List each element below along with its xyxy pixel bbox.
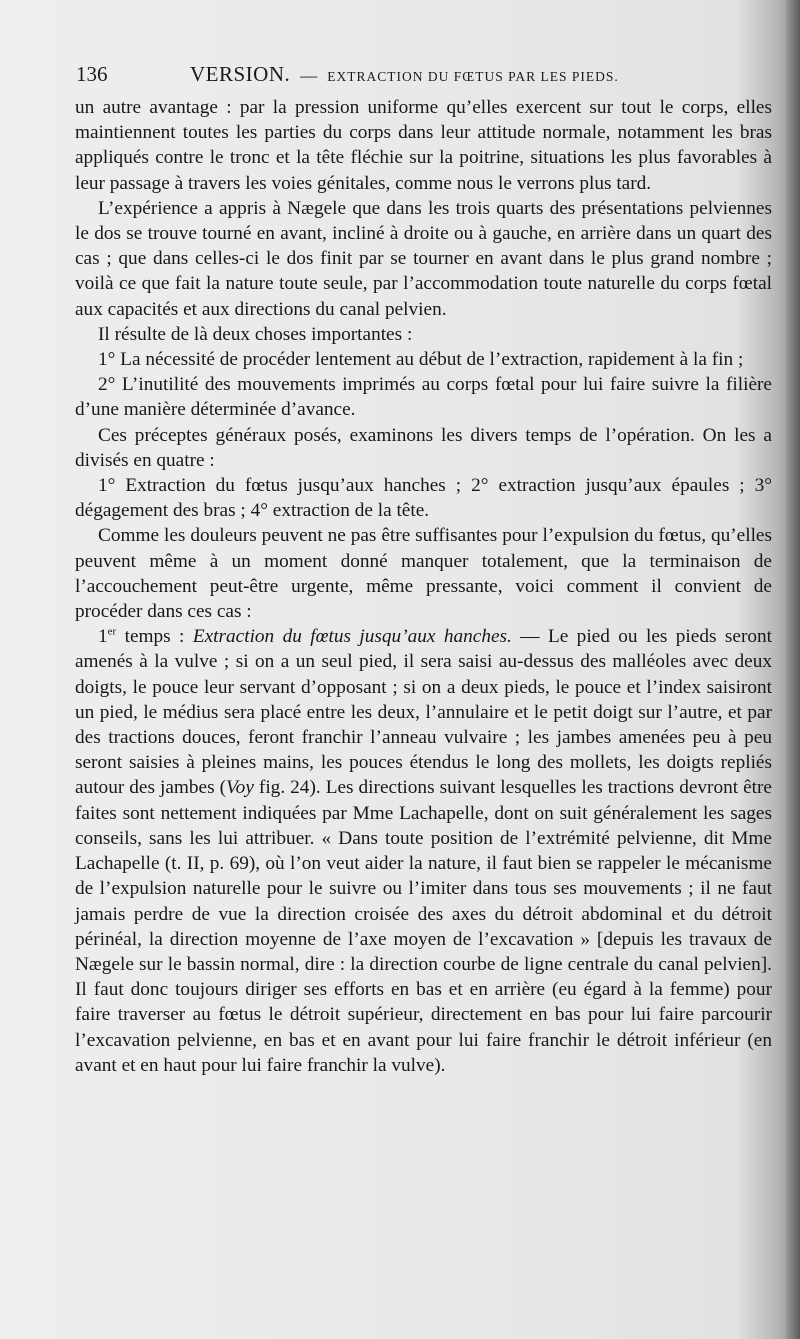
running-title — [190, 62, 619, 87]
step-lead: temps : — [116, 626, 193, 648]
body-text — [75, 95, 772, 1078]
paragraph-4: 1° La nécessité de procéder lentement au début de l’extraction, rapidement à la fin ; — [98, 349, 744, 371]
running-header — [72, 62, 772, 88]
paragraph-9-part-b: fig. 24). Les directions suivant lesquelles les tractions devront être faites sont nettement indiquées par Mme Lachapelle, dont on suit généralement les sages conseils, sans les lui attribuer. « Dans toute position de l’extrémité pelvienne, dit Mme Lachapelle (t. II, p. 69), où l’on veut aider la nature, il faut bien se rappeler le mécanisme de l’expulsion naturelle pour le suivre ou l’imiter dans tous ses mouvements ; il ne faut jamais perdre de vue la direction croisée des axes du détroit abdominal et du détroit périnéal, la direction moyenne de l’axe moyen de l’excavation » [depuis les travaux de Nægele sur le bassin normal, dire : la direction courbe de ligne centrale du canal pelvien]. Il faut donc toujours diriger ses efforts en bas et en arrière (eu égard à la femme) pour faire traverser au fœtus le détroit supérieur, directement en bas pour lui faire parcourir l’excavation pelvienne, en bas et en avant pour lui faire franchir le détroit inférieur (en avant et en haut pour lui faire franchir la vulve). — [75, 777, 772, 1076]
paragraph-2: L’expérience a appris à Nægele que dans les trois quarts des présentations pelviennes le dos se trouve tourné en avant, incliné à droite ou à gauche, en arrière dans un quart des cas ; que dans celles-ci le dos finit par se tourner en avant dans le plus grand nombre ; voilà ce que fait la nature toute seule, par l’accommodation toute naturelle du corps fœtal aux capacités et aux directions du canal pelvien. — [75, 197, 772, 320]
section-title: EXTRACTION DU FŒTUS PAR LES PIEDS. — [327, 69, 619, 84]
paragraph-3: Il résulte de là deux choses importantes : — [98, 323, 413, 345]
paragraph-7: 1° Extraction du fœtus jusqu’aux hanches ; 2° extraction jusqu’aux épaules ; 3° dégagement des bras ; 4° extraction de la tête. — [75, 475, 772, 522]
paragraph-9-part-a: — Le pied ou les pieds seront amenés à la vulve ; si on a un seul pied, il sera saisi au-dessus des malléoles avec deux doigts, le pouce leur servant d’opposant ; si on a deux pieds, le pouce et l’index saisiront un pied, le médius sera placé entre les deux, l’annulaire et le petit doigt sur l’autre, et par des tractions douces, feront franchir l’anneau vulvaire ; les jambes amenées peu à peu seront saisies à pleines mains, les pouces étendus le long des mollets, les doigts repliés autour des jambes ( — [75, 626, 773, 799]
figure-reference: Voy — [226, 777, 254, 799]
paragraph-5: 2° L’inutilité des mouvements imprimés au corps fœtal pour lui faire suivre la filière d’une manière déterminée d’avance. — [75, 374, 772, 421]
paragraph-8: Comme les douleurs peuvent ne pas être suffisantes pour l’expulsion du fœtus, qu’elles peuvent même à un moment donné manquer totalement, que la terminaison de l’accouchement peut-être urgente, même pressante, voici comment il convient de procéder dans ces cas : — [75, 525, 772, 623]
step-number: 1 — [98, 626, 108, 648]
paragraph-6: Ces préceptes généraux posés, examinons les divers temps de l’opération. On les a divisés en quatre : — [75, 424, 772, 471]
chapter-title: VERSION. — [190, 62, 291, 86]
step-ordinal: er — [107, 625, 117, 638]
book-spine-shadow — [786, 0, 800, 1339]
paragraph-1: un autre avantage : par la pression uniforme qu’elles exercent sur tout le corps, elles maintiennent toutes les parties du corps dans leur attitude normale, notamment les bras appliqués contre le tronc et la tête fléchie sur la poitrine, situations les plus favorables à leur passage à travers les voies génitales, comme nous le verrons plus tard. — [75, 97, 772, 194]
title-dash: — — [300, 66, 318, 85]
paragraph-9 — [75, 624, 772, 1078]
page-number: 136 — [76, 62, 108, 86]
step-title: Extraction du fœtus jusqu’aux hanches. — [192, 626, 512, 648]
